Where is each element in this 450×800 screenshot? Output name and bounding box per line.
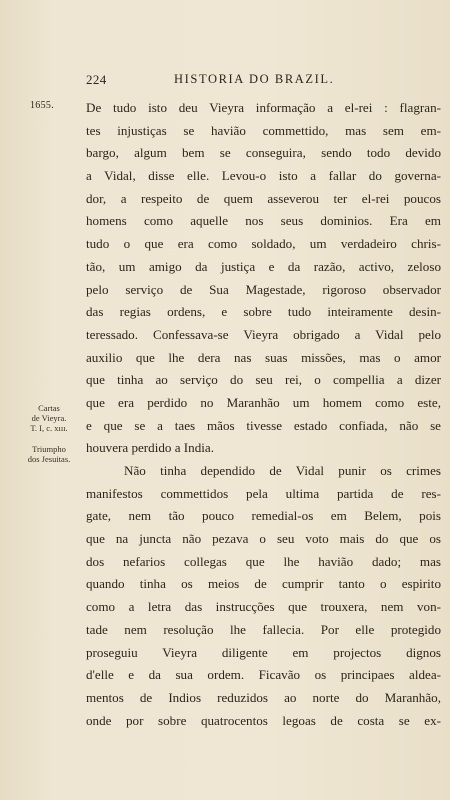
text-line: e que se a taes mãos tivesse estado confiada, não se (86, 417, 441, 433)
page-number: 224 (86, 72, 107, 87)
margin-note-line: Triumpho (32, 444, 66, 454)
text-line: Não tinha dependido de Vidal punir os crimes (124, 463, 441, 478)
text-line: que na juncta não pezava o seu voto mais do que os (86, 531, 441, 547)
margin-note-line: T. I, c. xııı. (30, 423, 68, 433)
text-line: dos nefarios collegas que lhe havião dado; mas (86, 553, 441, 569)
text-line: gate, nem tão pouco remedial-os em Belem, pois (86, 508, 441, 524)
text-line: mentos de Indios reduzidos ao norte do Maranhão, (86, 689, 441, 705)
text-line: De tudo isto deu Vieyra informação a el-rei : flagran- (86, 100, 441, 115)
margin-year: 1655. (30, 100, 54, 111)
text-line: onde por sobre quatrocentos legoas de costa se ex- (86, 712, 441, 728)
text-line: manifestos commettidos pela ultima partida de res- (86, 485, 441, 501)
text-line: bargo, algum bem se conseguira, sendo todo devido (86, 145, 441, 161)
body-text (86, 97, 441, 732)
text-line: teressado. Confessava-se Vieyra obrigado a Vidal pelo (86, 326, 441, 342)
text-line: tudo o que era como soldado, um verdadeiro chris- (86, 236, 441, 252)
text-line: d'elle e da sua ordem. Ficavão os principaes aldea- (86, 667, 441, 683)
text-line: tade nem resolução lhe fallecia. Por elle protegido (86, 621, 441, 637)
text-line: auxilio que lhe dera nas suas missões, mas o amor (86, 349, 441, 365)
text-line: homens como aquelle nos seus dominios. Era em (86, 213, 441, 229)
margin-note-cartas (18, 403, 80, 433)
text-line: das regias ordens, e sobre tudo inteiramente desin- (86, 304, 441, 320)
text-line: pelo serviço de Sua Magestade, rigoroso observador (86, 281, 441, 297)
margin-note-triumpho (18, 444, 80, 464)
text-line: tão, um amigo da justiça e da razão, activo, zeloso (86, 258, 441, 274)
text-line: dor, a respeito de quem asseverou ter el-rei poucos (86, 190, 441, 206)
text-line: houvera perdido a India. (86, 440, 214, 456)
margin-note-line: dos Jesuitas. (27, 454, 71, 464)
text-line: tes injustiças se havião commettido, mas sem em- (86, 122, 441, 138)
running-title: HISTORIA DO BRAZIL. (174, 72, 335, 86)
text-line: que tinha ao serviço do seu rei, o compellia a dizer (86, 372, 441, 388)
text-line: proseguiu Vieyra diligente em projectos dignos (86, 644, 441, 660)
text-line: que era perdido no Maranhão um homem como este, (86, 394, 441, 410)
margin-note-line: Cartas (38, 403, 60, 413)
margin-note-line: de Vieyra. (31, 413, 67, 423)
text-line: quando tinha os meios de cumprir tanto o espirito (86, 576, 441, 592)
text-line: a Vidal, disse elle. Levou-o isto a fallar do governa- (86, 168, 441, 184)
page-header (86, 72, 386, 92)
text-line: como a letra das instrucções que trouxera, nem von- (86, 599, 441, 615)
